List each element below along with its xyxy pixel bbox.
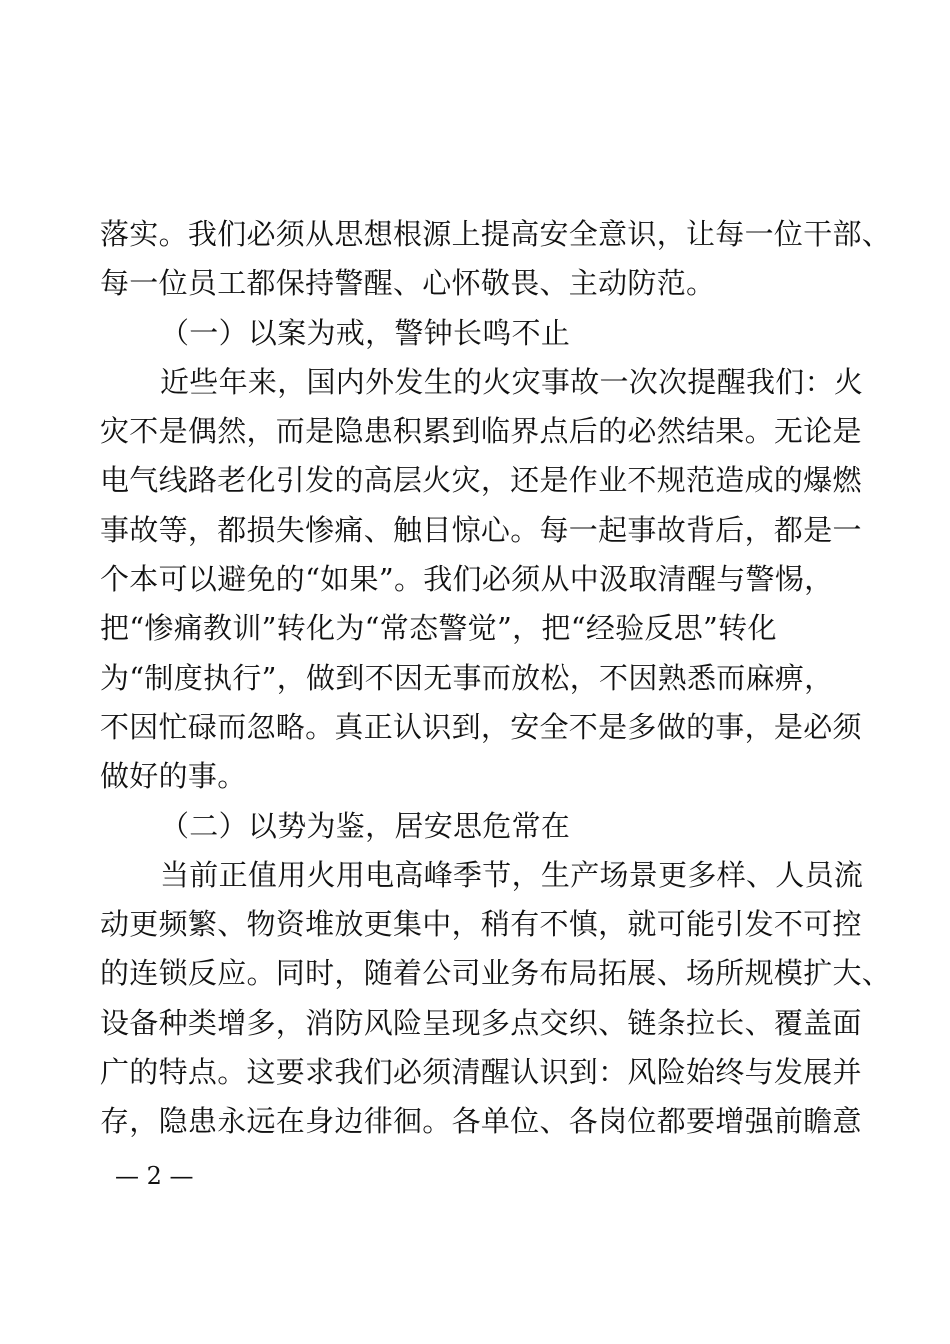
text-line: 事故等，都损失惨痛、触目惊心。每一起事故背后，都是一	[100, 512, 862, 547]
text-line: 不因忙碌而忽略。真正认识到，安全不是多做的事，是必须	[100, 709, 862, 744]
page-number: — 2 —	[115, 1162, 194, 1190]
text-line: 动更频繁、物资堆放更集中，稍有不慎，就可能引发不可控	[100, 907, 862, 942]
text-line: 的连锁反应。同时，随着公司业务布局拓展、场所规模扩大、	[100, 956, 892, 991]
text-line: 电气线路老化引发的高层火灾，还是作业不规范造成的爆燃	[100, 463, 862, 498]
text-line: 个本可以避免的“如果”。我们必须从中汲取清醒与警惕，	[100, 562, 834, 597]
text-line: 每一位员工都保持警醒、心怀敬畏、主动防范。	[100, 266, 716, 301]
section-heading-1: （一）以案为戒，警钟长鸣不止	[160, 315, 571, 350]
paragraph-start: 近些年来，国内外发生的火灾事故一次次提醒我们：火	[160, 364, 864, 399]
text-line: 把“惨痛教训”转化为“常态警觉”，把“经验反思”转化	[100, 611, 777, 646]
paragraph-start: 当前正值用火用电高峰季节，生产场景更多样、人员流	[160, 857, 864, 892]
text-line: 做好的事。	[100, 759, 247, 794]
text-line: 存，隐患永远在身边徘徊。各单位、各岗位都要增强前瞻意	[100, 1104, 862, 1139]
text-line: 设备种类增多，消防风险呈现多点交织、链条拉长、覆盖面	[100, 1005, 862, 1040]
text-line: 灾不是偶然，而是隐患积累到临界点后的必然结果。无论是	[100, 414, 862, 449]
text-line: 为“制度执行”，做到不因无事而放松，不因熟悉而麻痹，	[100, 660, 834, 695]
text-line: 落实。我们必须从思想根源上提高安全意识，让每一位干部、	[100, 217, 892, 251]
body-text	[100, 210, 892, 1147]
text-line: 广的特点。这要求我们必须清醒认识到：风险始终与发展并	[100, 1055, 862, 1090]
section-heading-2: （二）以势为鉴，居安思危常在	[160, 808, 571, 843]
